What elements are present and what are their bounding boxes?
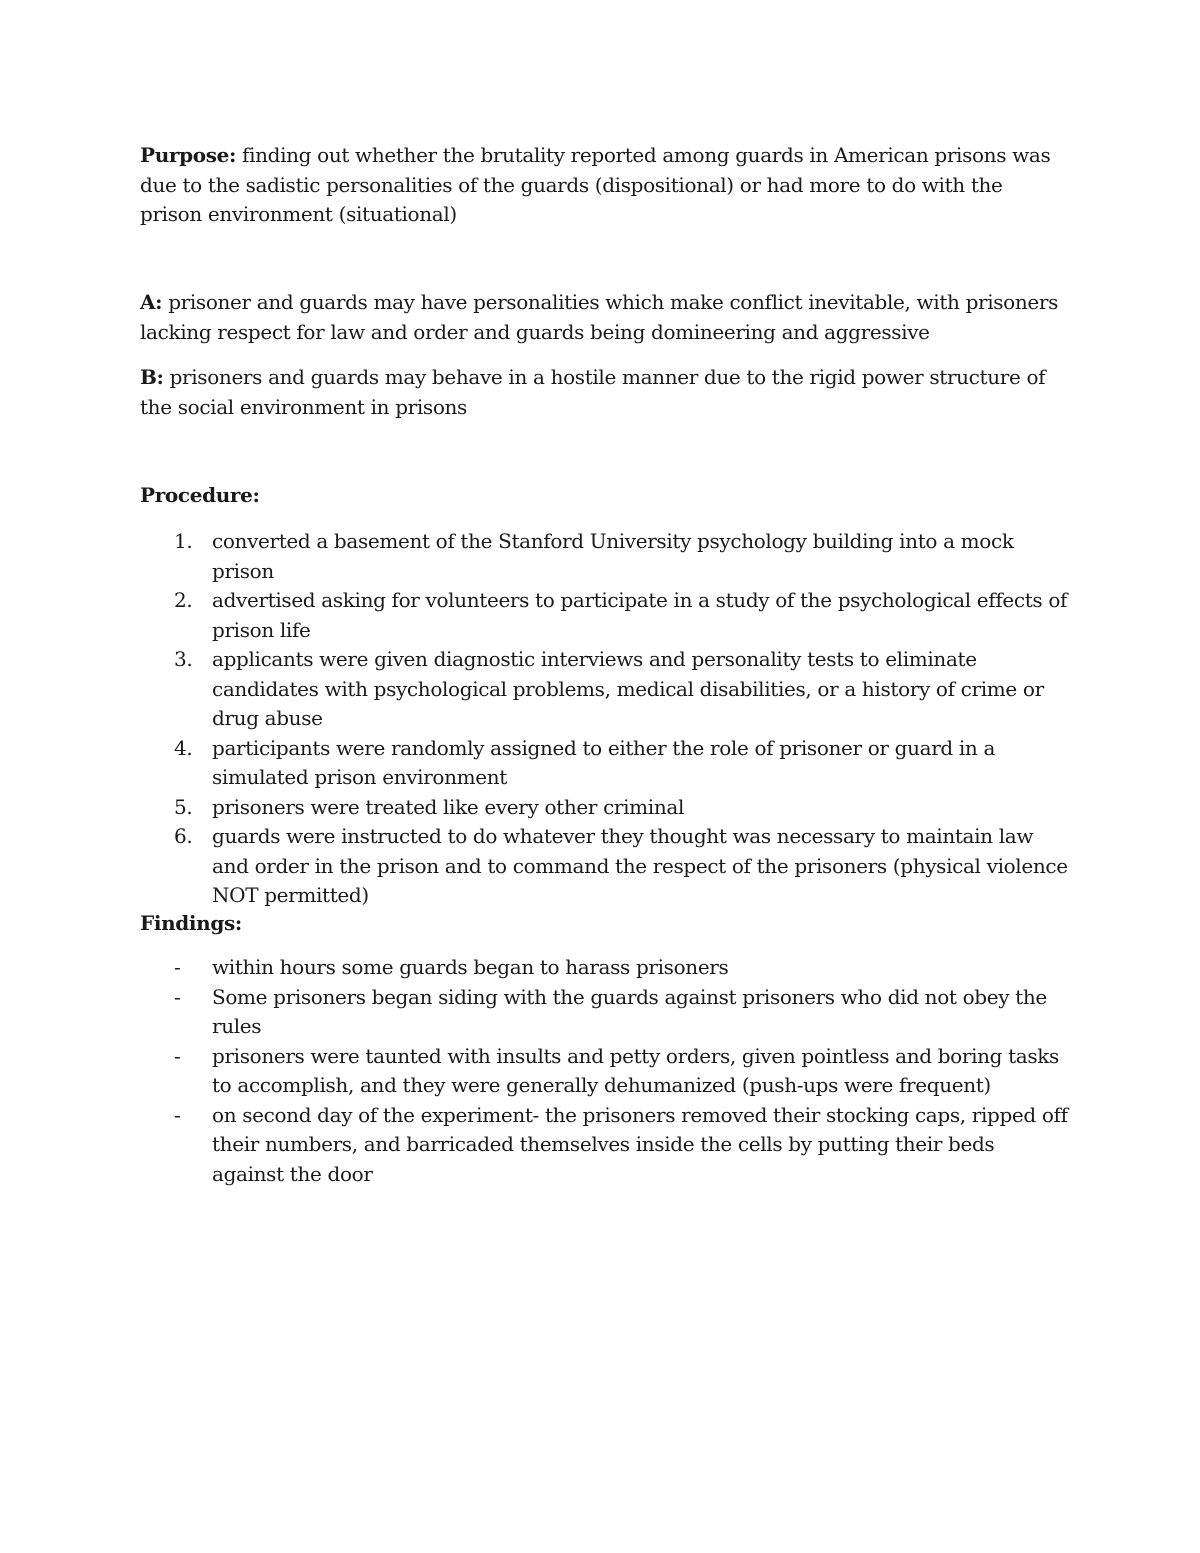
hypothesis-b-paragraph <box>140 363 1070 422</box>
list-item <box>140 586 1070 645</box>
hypothesis-b-label: B: <box>140 365 164 389</box>
list-item-text: prisoners were taunted with insults and petty orders, given pointless and boring tasks to accomplish, and they were generally dehumanized (push-ups were frequent) <box>212 1043 1059 1097</box>
procedure-heading: Procedure: <box>140 483 260 507</box>
purpose-text: finding out whether the brutality reported among guards in American prisons was due to the sadistic personalities of the guards (dispositional) or had more to do with the prison environment (situational) <box>140 143 1051 226</box>
hypothesis-a-paragraph <box>140 288 1070 347</box>
purpose-paragraph <box>140 141 1070 230</box>
hypothesis-a-label: A: <box>140 290 163 314</box>
list-item <box>140 983 1070 1042</box>
list-item <box>140 822 1070 911</box>
findings-list <box>140 953 1070 1189</box>
list-item-text: prisoners were treated like every other criminal <box>212 794 684 819</box>
list-item-text: converted a basement of the Stanford University psychology building into a mock prison <box>212 529 1014 583</box>
list-item <box>140 953 1070 983</box>
hypothesis-b-text: prisoners and guards may behave in a hostile manner due to the rigid power structure of the social environment in prisons <box>140 365 1046 419</box>
list-item-text: within hours some guards began to harass prisoners <box>212 955 729 979</box>
list-item <box>140 734 1070 793</box>
list-item-text: on second day of the experiment- the prisoners removed their stocking caps, ripped off their numbers, and barricaded themselves inside the cells by putting their beds against the door <box>212 1102 1068 1186</box>
list-number: 3. <box>174 647 193 671</box>
procedure-list <box>140 527 1070 911</box>
dash-bullet: - <box>174 1102 181 1127</box>
list-number: 1. <box>174 529 193 553</box>
purpose-label: Purpose: <box>140 143 237 167</box>
hypothesis-a-text: prisoner and guards may have personalities which make conflict inevitable, with prisoners lacking respect for law and order and guards being domineering and aggressive <box>140 290 1059 344</box>
list-item <box>140 1042 1070 1101</box>
list-item-text: Some prisoners began siding with the guards against prisoners who did not obey the rules <box>212 984 1047 1038</box>
list-number: 2. <box>174 588 193 612</box>
list-item-text: participants were randomly assigned to either the role of prisoner or guard in a simulated prison environment <box>212 735 996 789</box>
list-item-text: applicants were given diagnostic interviews and personality tests to eliminate candidates with psychological problems, medical disabilities, or a history of crime or drug abuse <box>212 647 1044 730</box>
list-item-text: advertised asking for volunteers to participate in a study of the psychological effects of prison life <box>212 588 1068 642</box>
dash-bullet: - <box>174 955 181 979</box>
list-item <box>140 1101 1070 1190</box>
list-number: 6. <box>174 824 193 848</box>
dash-bullet: - <box>174 1043 181 1068</box>
findings-heading: Findings: <box>140 911 242 935</box>
list-item <box>140 645 1070 734</box>
list-item-text: guards were instructed to do whatever they thought was necessary to maintain law and order in the prison and to command the respect of the prisoners (physical violence NOT permitted) <box>212 824 1068 907</box>
dash-bullet: - <box>174 984 181 1009</box>
list-number: 5. <box>174 794 193 819</box>
list-item <box>140 793 1070 823</box>
list-item <box>140 527 1070 586</box>
list-number: 4. <box>174 735 193 760</box>
